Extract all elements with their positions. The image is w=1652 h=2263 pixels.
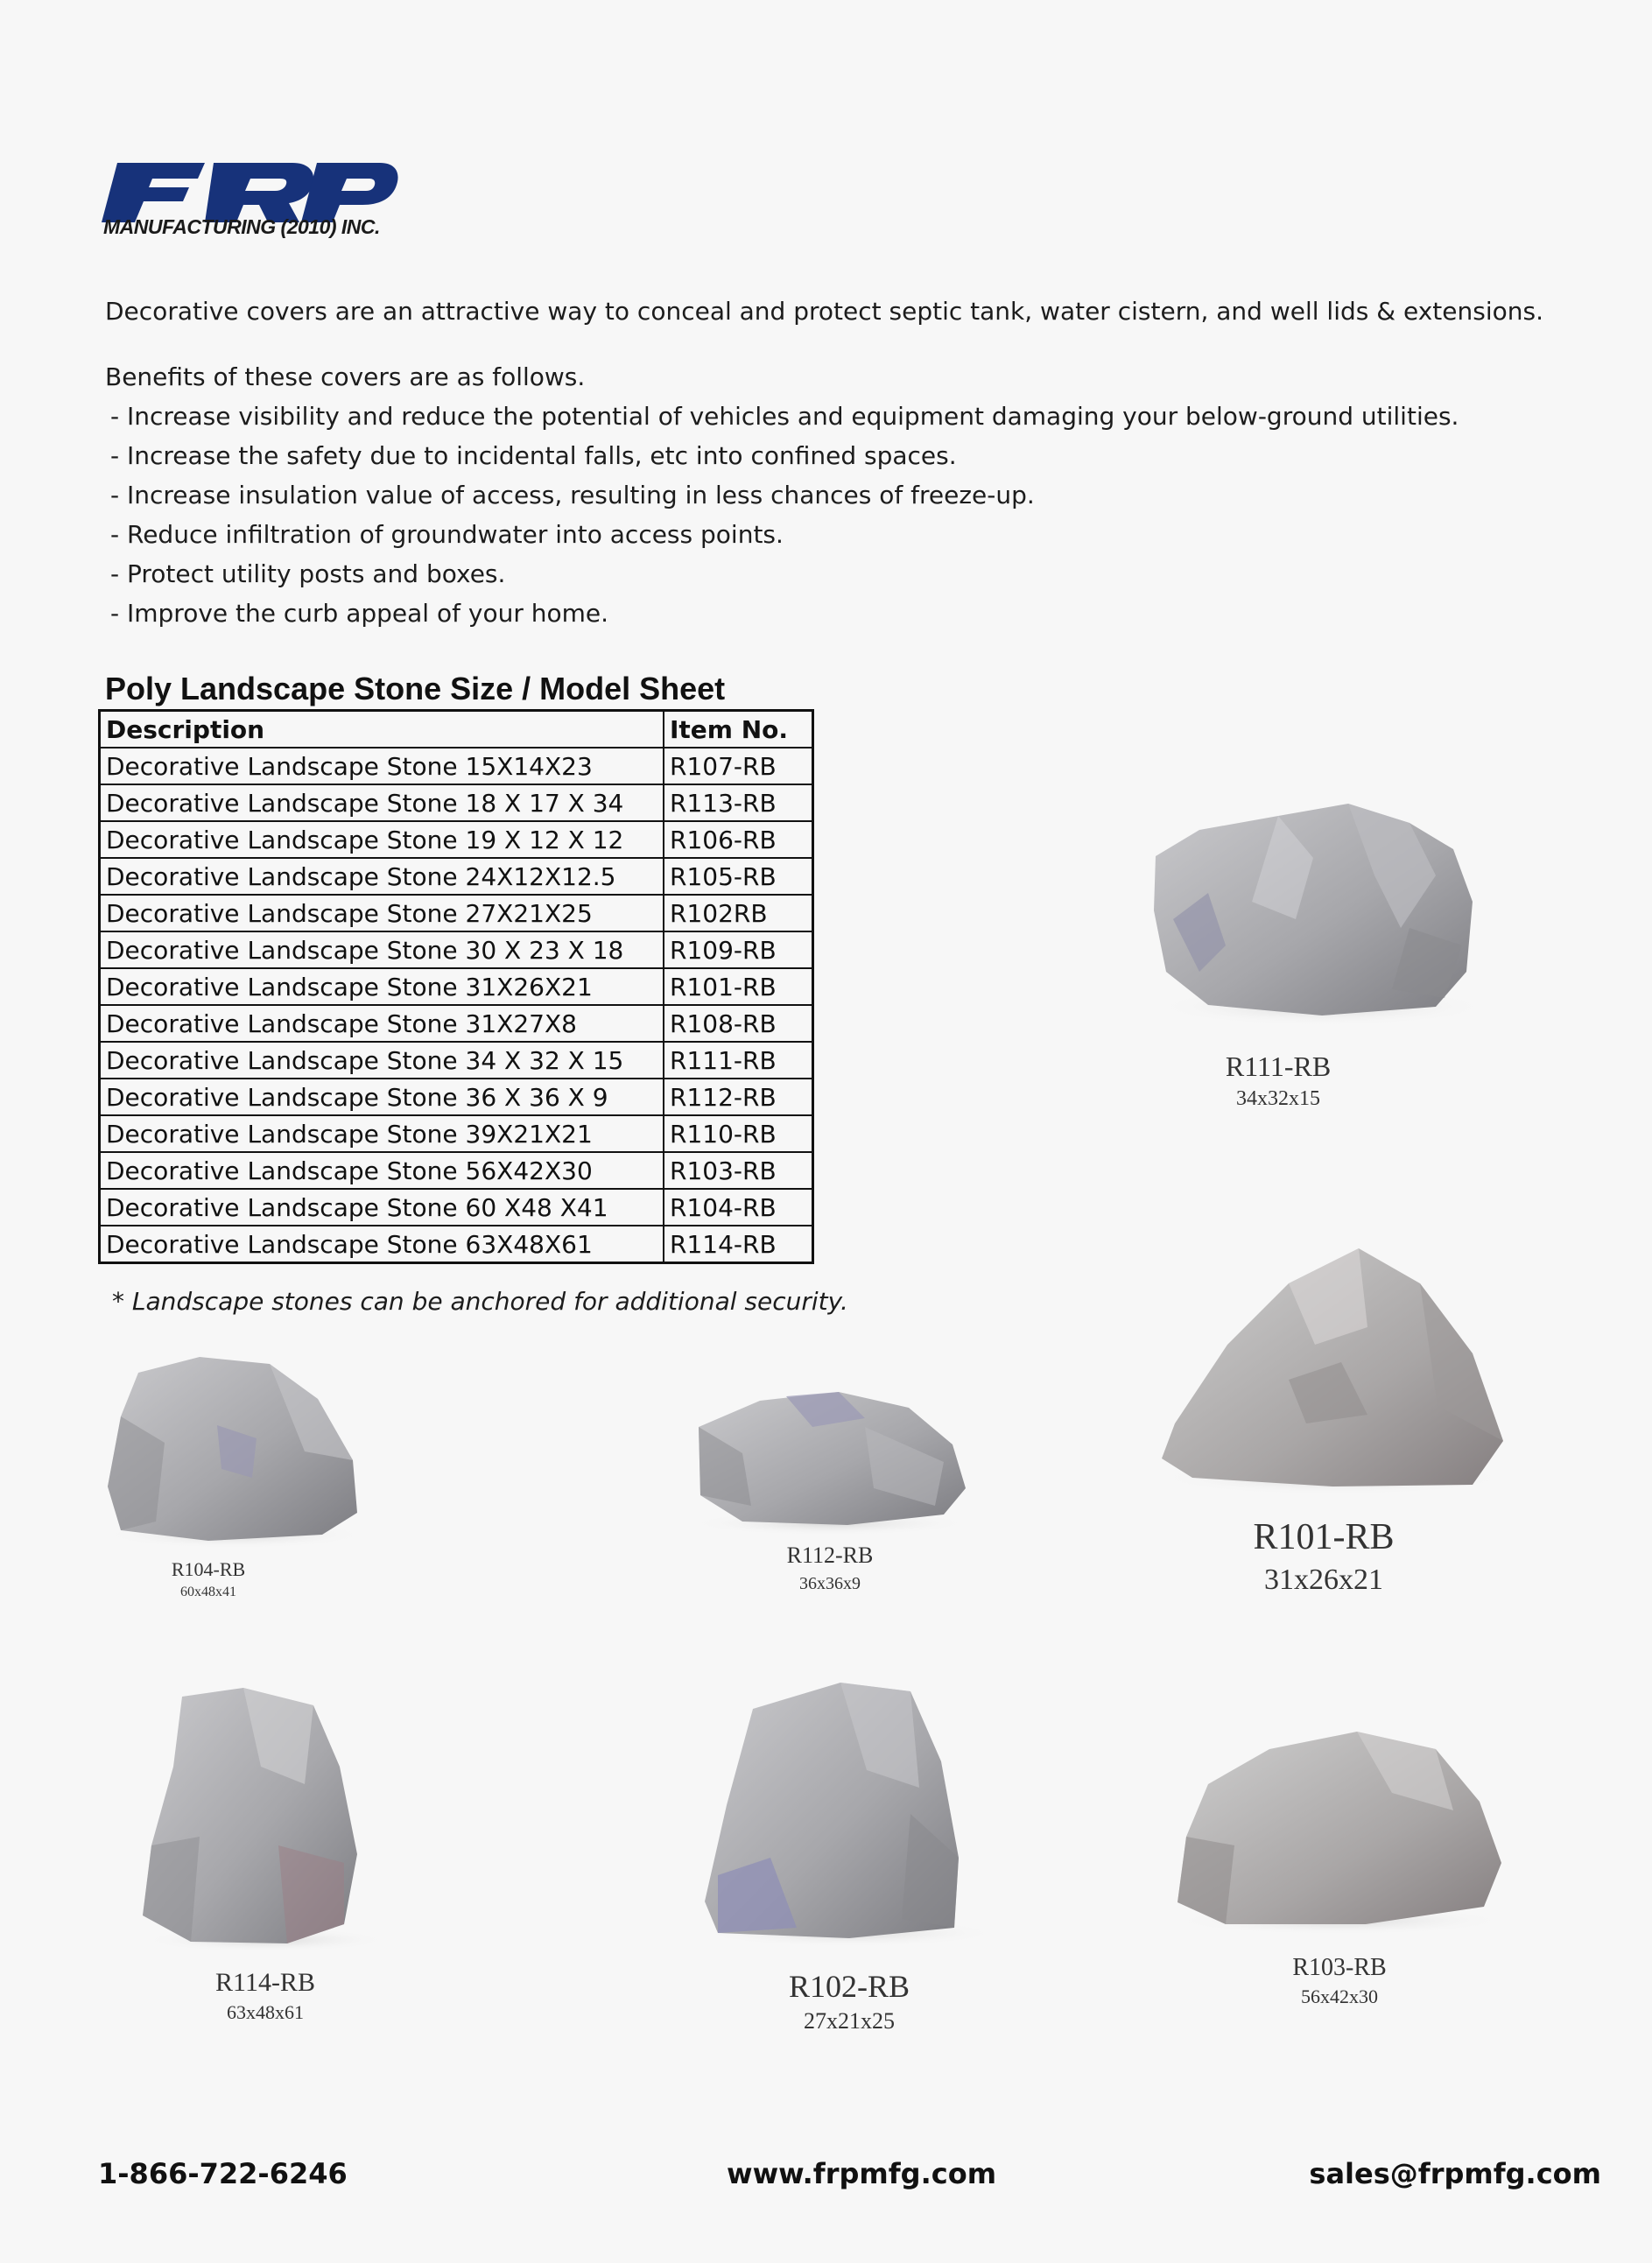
- stone-r102-image: [700, 1683, 998, 1945]
- footer-website[interactable]: www.frpmfg.com: [727, 2157, 997, 2190]
- stone-r104-size: 60x48x41: [180, 1585, 236, 1599]
- cell-item-no: R112-RB: [664, 1079, 813, 1115]
- table-row: [100, 895, 813, 931]
- cell-item-no: R110-RB: [664, 1115, 813, 1152]
- footer-email[interactable]: sales@frpmfg.com: [1309, 2157, 1601, 2190]
- header-description: Description: [100, 711, 664, 748]
- stone-r114: [138, 1688, 392, 2038]
- cell-item-no: R102RB: [664, 895, 813, 931]
- benefit-item: - Increase visibility and reduce the potential of vehicles and equipment damaging your below-ground utilities.: [110, 402, 1459, 431]
- benefit-item: - Protect utility posts and boxes.: [110, 559, 506, 588]
- cell-item-no: R106-RB: [664, 821, 813, 858]
- table-header-row: [100, 711, 813, 748]
- cell-description: Decorative Landscape Stone 15X14X23: [100, 748, 664, 784]
- table-row: [100, 968, 813, 1005]
- cell-item-no: R111-RB: [664, 1042, 813, 1079]
- table-row: [100, 1042, 813, 1079]
- cell-description: Decorative Landscape Stone 56X42X30: [100, 1152, 664, 1189]
- cell-description: Decorative Landscape Stone 34 X 32 X 15: [100, 1042, 664, 1079]
- company-logo: [102, 156, 399, 252]
- anchor-footnote: * Landscape stones can be anchored for additional security.: [112, 1287, 848, 1316]
- cell-description: Decorative Landscape Stone 27X21X25: [100, 895, 664, 931]
- stone-r101-image: [1157, 1248, 1508, 1493]
- benefit-item: - Increase insulation value of access, resulting in less chances of freeze-up.: [110, 481, 1035, 510]
- table-row: [100, 1152, 813, 1189]
- benefits-intro: Benefits of these covers are as follows.: [105, 362, 586, 391]
- benefits-list: [110, 397, 1459, 633]
- cell-description: Decorative Landscape Stone 18 X 17 X 34: [100, 784, 664, 821]
- stone-r111-model: R111-RB: [1225, 1051, 1332, 1082]
- cell-description: Decorative Landscape Stone 39X21X21: [100, 1115, 664, 1152]
- table-row: [100, 931, 813, 968]
- stone-r111-size: 34x32x15: [1236, 1087, 1320, 1110]
- table-row: [100, 858, 813, 895]
- cell-description: Decorative Landscape Stone 31X27X8: [100, 1005, 664, 1042]
- table-row: [100, 1079, 813, 1115]
- stone-r112-image: [690, 1392, 970, 1532]
- stone-r112-model: R112-RB: [786, 1543, 874, 1568]
- stone-r114-image: [138, 1688, 392, 1950]
- stone-r114-model: R114-RB: [215, 1968, 315, 1997]
- stone-r111-image: [1147, 797, 1480, 1024]
- stone-r101-model: R101-RB: [1253, 1517, 1395, 1557]
- stone-r103: [1173, 1732, 1506, 2021]
- frp-wordmark: [102, 156, 399, 224]
- cell-description: Decorative Landscape Stone 60 X48 X41: [100, 1189, 664, 1226]
- cell-item-no: R103-RB: [664, 1152, 813, 1189]
- cell-description: Decorative Landscape Stone 24X12X12.5: [100, 858, 664, 895]
- table-row: [100, 784, 813, 821]
- table-row: [100, 821, 813, 858]
- stone-r111: [1147, 797, 1480, 1121]
- stone-r102: [700, 1683, 998, 2042]
- stone-r102-model: R102-RB: [788, 1969, 910, 2004]
- cell-description: Decorative Landscape Stone 31X26X21: [100, 968, 664, 1005]
- stone-r103-model: R103-RB: [1292, 1954, 1387, 1981]
- stone-r104: [103, 1355, 366, 1609]
- cell-item-no: R114-RB: [664, 1226, 813, 1263]
- stone-r112: [690, 1392, 970, 1602]
- cell-description: Decorative Landscape Stone 36 X 36 X 9: [100, 1079, 664, 1115]
- table-row: [100, 1189, 813, 1226]
- table-row: [100, 1226, 813, 1263]
- stone-r103-size: 56x42x30: [1301, 1985, 1378, 2007]
- cell-item-no: R113-RB: [664, 784, 813, 821]
- stone-r114-size: 63x48x61: [227, 2001, 304, 2023]
- footer-phone: 1-866-722-6246: [98, 2157, 348, 2190]
- cell-description: Decorative Landscape Stone 19 X 12 X 12: [100, 821, 664, 858]
- stone-r101: [1157, 1248, 1508, 1616]
- cell-item-no: R105-RB: [664, 858, 813, 895]
- cell-description: Decorative Landscape Stone 63X48X61: [100, 1226, 664, 1263]
- stone-r101-size: 31x26x21: [1264, 1564, 1383, 1596]
- intro-text: Decorative covers are an attractive way to conceal and protect septic tank, water cistern, and well lids & extensions.: [105, 297, 1543, 326]
- table-row: [100, 748, 813, 784]
- cell-description: Decorative Landscape Stone 30 X 23 X 18: [100, 931, 664, 968]
- stone-r103-image: [1173, 1732, 1506, 1933]
- benefit-item: - Reduce infiltration of groundwater into access points.: [110, 520, 784, 549]
- cell-item-no: R104-RB: [664, 1189, 813, 1226]
- stone-r112-size: 36x36x9: [799, 1574, 861, 1593]
- benefit-item: - Improve the curb appeal of your home.: [110, 599, 609, 628]
- cell-item-no: R101-RB: [664, 968, 813, 1005]
- table-title: Poly Landscape Stone Size / Model Sheet: [105, 671, 726, 706]
- stone-r102-size: 27x21x25: [804, 2008, 895, 2034]
- table-row: [100, 1005, 813, 1042]
- table-row: [100, 1115, 813, 1152]
- stone-r104-image: [103, 1355, 366, 1548]
- model-sheet-table: [98, 709, 814, 1264]
- header-item-no: Item No.: [664, 711, 813, 748]
- logo-subtitle: MANUFACTURING (2010) INC.: [103, 215, 380, 238]
- cell-item-no: R109-RB: [664, 931, 813, 968]
- cell-item-no: R108-RB: [664, 1005, 813, 1042]
- stone-r104-model: R104-RB: [171, 1558, 246, 1580]
- benefit-item: - Increase the safety due to incidental falls, etc into confined spaces.: [110, 441, 957, 470]
- cell-item-no: R107-RB: [664, 748, 813, 784]
